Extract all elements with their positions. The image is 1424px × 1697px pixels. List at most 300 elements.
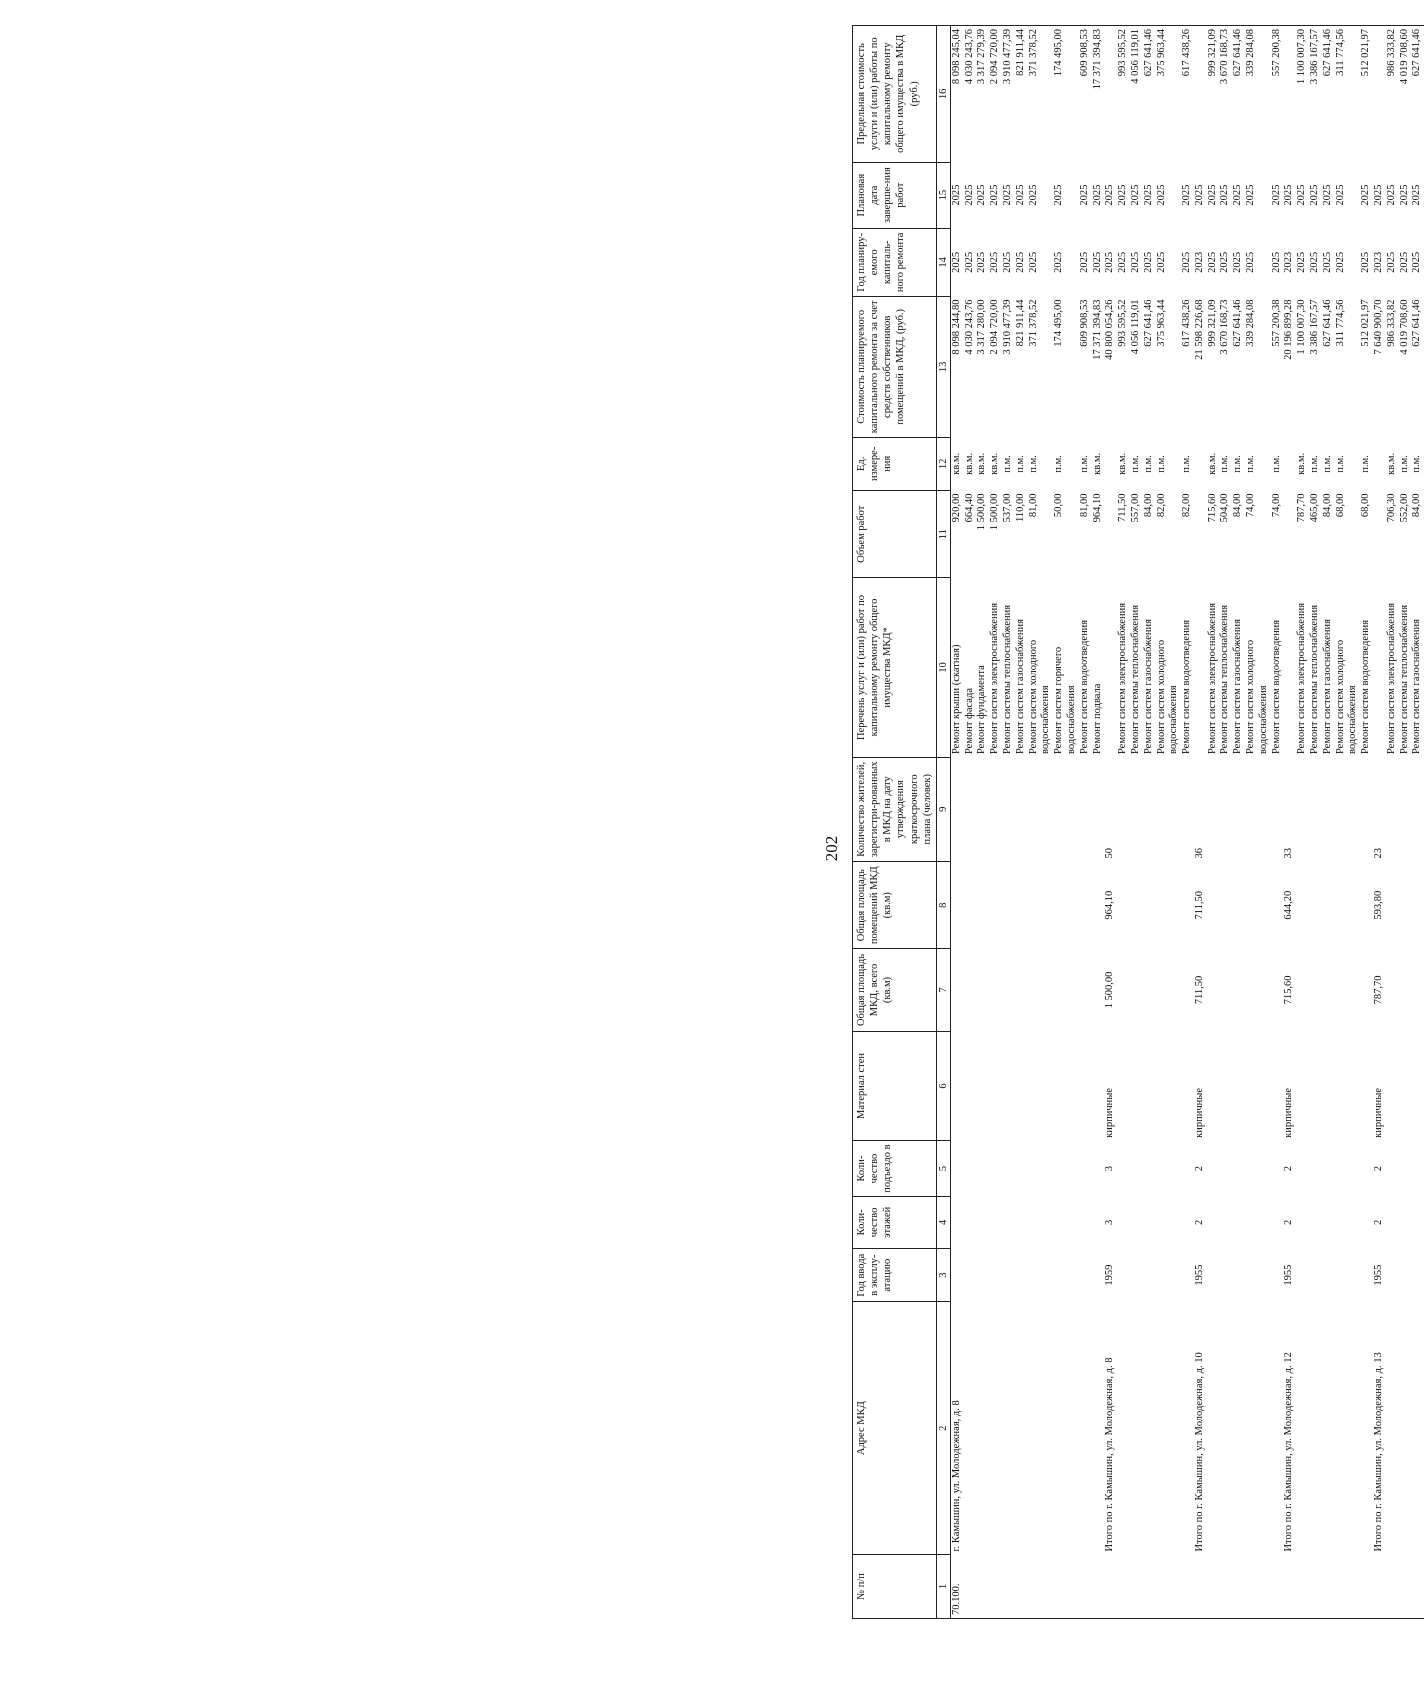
residents-cell bbox=[1335, 757, 1361, 861]
volume-cell: 557,00 bbox=[1129, 493, 1141, 523]
wall-material-cell bbox=[1207, 1031, 1220, 1141]
row-number bbox=[1207, 1555, 1220, 1619]
year-built-cell bbox=[1181, 1249, 1194, 1302]
column-number: 2 bbox=[936, 1302, 950, 1555]
volume-cell: 84,00 bbox=[1142, 493, 1154, 518]
work-type-cell: Ремонт систем электроснабжения bbox=[989, 602, 1001, 755]
rooms-area-cell bbox=[1386, 862, 1399, 949]
wall-material-cell bbox=[989, 1031, 1002, 1141]
total-area-cell bbox=[1322, 949, 1335, 1031]
work-type-cell: Ремонт систем газоснабжения bbox=[1142, 619, 1154, 755]
total-area-cell bbox=[1207, 949, 1220, 1031]
completion-date-cell: 2025 bbox=[1053, 184, 1065, 206]
work-type-cell bbox=[1104, 578, 1117, 757]
year-built-cell: 1955 bbox=[1373, 1264, 1385, 1286]
table-row bbox=[1143, 26, 1156, 1619]
table-row bbox=[1156, 26, 1182, 1619]
year-built-cell bbox=[1399, 1249, 1412, 1302]
completion-date-cell: 2025 bbox=[1219, 184, 1231, 206]
unit-cell: кв.м. bbox=[976, 452, 988, 475]
row-number bbox=[1181, 1555, 1194, 1619]
address-cell bbox=[1309, 1302, 1322, 1555]
limit-cost-cell: 512 021,97 bbox=[1360, 26, 1373, 163]
total-area-cell bbox=[1053, 949, 1079, 1031]
wall-material-cell bbox=[964, 1031, 977, 1141]
floors-cell: 3 bbox=[1104, 1219, 1116, 1226]
completion-date-cell: 2025 bbox=[963, 184, 975, 206]
completion-date-cell: 2025 bbox=[1245, 184, 1257, 206]
volume-cell: 711,50 bbox=[1117, 493, 1129, 522]
floors-cell bbox=[1002, 1196, 1015, 1248]
year-built-cell bbox=[964, 1249, 977, 1302]
limit-cost-cell: 4 019 708,60 bbox=[1399, 26, 1412, 163]
address-cell bbox=[1322, 1302, 1335, 1555]
header-cell: Общая площадь помещений МКД (кв.м) bbox=[853, 862, 937, 949]
address-cell: г. Камышин, ул. Молодежная, д. 8 bbox=[950, 1400, 962, 1552]
unit-cell: кв.м. bbox=[989, 452, 1001, 475]
completion-date-cell: 2025 bbox=[976, 184, 988, 206]
row-number bbox=[1002, 1555, 1015, 1619]
row-number: 70.100. bbox=[950, 1555, 963, 1619]
wall-material-cell bbox=[1219, 1031, 1232, 1141]
rooms-area-cell bbox=[1015, 862, 1028, 949]
repair-year-cell: 2025 bbox=[1398, 251, 1410, 273]
unit-cell bbox=[1104, 437, 1117, 490]
residents-cell bbox=[1322, 757, 1335, 861]
cost-cell: 557 200,38 bbox=[1270, 299, 1282, 347]
entrances-cell bbox=[1028, 1141, 1054, 1196]
rooms-area-cell bbox=[1245, 862, 1271, 949]
floors-cell bbox=[1053, 1196, 1079, 1248]
column-number: 5 bbox=[936, 1141, 950, 1196]
work-type-cell: Ремонт систем электроснабжения bbox=[1117, 602, 1129, 755]
completion-date-cell: 2025 bbox=[1142, 184, 1154, 206]
work-type-cell: Ремонт систем газоснабжения bbox=[1014, 619, 1026, 755]
year-built-cell bbox=[976, 1249, 989, 1302]
floors-cell bbox=[950, 1196, 963, 1248]
header-cell: Материал стен bbox=[853, 1031, 937, 1141]
entrances-cell bbox=[1219, 1141, 1232, 1196]
limit-cost-cell: 821 911,44 bbox=[1015, 26, 1028, 163]
table-row bbox=[1015, 26, 1028, 1619]
unit-cell: п.м. bbox=[1411, 455, 1423, 473]
entrances-cell bbox=[1399, 1141, 1412, 1196]
entrances-cell bbox=[964, 1141, 977, 1196]
repair-year-cell: 2025 bbox=[1206, 251, 1218, 273]
row-number bbox=[1092, 1555, 1105, 1619]
repair-year-cell: 2025 bbox=[1270, 251, 1282, 273]
total-area-cell bbox=[1117, 949, 1130, 1031]
wall-material-cell bbox=[1232, 1031, 1245, 1141]
work-type-cell: Ремонт систем горячего водоснабжения bbox=[1053, 646, 1077, 755]
year-built-cell bbox=[1335, 1249, 1361, 1302]
unit-cell: п.м. bbox=[1360, 455, 1372, 473]
completion-date-cell: 2025 bbox=[1270, 184, 1282, 206]
wall-material-cell bbox=[1245, 1031, 1271, 1141]
residents-cell bbox=[1156, 757, 1182, 861]
total-area-cell bbox=[1335, 949, 1361, 1031]
volume-cell: 664,40 bbox=[963, 493, 975, 523]
entrances-cell bbox=[1181, 1141, 1194, 1196]
completion-date-cell: 2025 bbox=[1104, 184, 1116, 206]
unit-cell: кв.м. bbox=[1296, 452, 1308, 475]
total-area-cell bbox=[1015, 949, 1028, 1031]
total-area-cell bbox=[1386, 949, 1399, 1031]
unit-cell: п.м. bbox=[1129, 455, 1141, 473]
wall-material-cell bbox=[1092, 1031, 1105, 1141]
repair-year-cell: 2025 bbox=[1117, 251, 1129, 273]
unit-cell: п.м. bbox=[1078, 455, 1090, 473]
residents-cell bbox=[1015, 757, 1028, 861]
address-cell: Итого по г. Камышин, ул. Молодежная, д. 8 bbox=[1104, 1357, 1116, 1552]
work-type-cell: Ремонт систем газоснабжения bbox=[1411, 619, 1423, 755]
entrances-cell bbox=[1335, 1141, 1361, 1196]
unit-cell: кв.м. bbox=[1385, 452, 1397, 475]
work-type-cell: Ремонт крыши (скатная) bbox=[950, 644, 962, 755]
completion-date-cell: 2025 bbox=[1411, 184, 1423, 206]
rooms-area-cell bbox=[1130, 862, 1143, 949]
unit-cell: п.м. bbox=[1334, 455, 1346, 473]
unit-cell: п.м. bbox=[1245, 455, 1257, 473]
year-built-cell: 1955 bbox=[1283, 1264, 1295, 1286]
limit-cost-cell: 8 098 245,04 bbox=[950, 26, 963, 163]
total-area-cell bbox=[1399, 949, 1412, 1031]
row-number bbox=[1015, 1555, 1028, 1619]
wall-material-cell bbox=[1322, 1031, 1335, 1141]
volume-cell: 715,60 bbox=[1206, 493, 1218, 523]
rooms-area-cell bbox=[1232, 862, 1245, 949]
address-cell: Итого по г. Камышин, ул. Молодежная, д. 12 bbox=[1283, 1352, 1295, 1552]
wall-material-cell bbox=[1360, 1031, 1373, 1141]
entrances-cell bbox=[1053, 1141, 1079, 1196]
work-type-cell: Ремонт систем холодного водоснабжения bbox=[1155, 639, 1180, 755]
header-cell: Стоимость планируемого капитального ремонта за счет средств собственников помещений в МКД, (руб.) bbox=[853, 296, 937, 437]
floors-cell bbox=[989, 1196, 1002, 1248]
wall-material-cell: кирпичные bbox=[1283, 1088, 1295, 1138]
volume-cell: 787,70 bbox=[1296, 493, 1308, 523]
header-cell: Год планиру-емого капиталь-ного ремонта bbox=[853, 228, 937, 296]
unit-cell: п.м. bbox=[1270, 455, 1282, 473]
residents-cell bbox=[1028, 757, 1054, 861]
table-row bbox=[1002, 26, 1015, 1619]
unit-cell: п.м. bbox=[1155, 455, 1167, 473]
cost-cell: 627 641,46 bbox=[1142, 299, 1154, 347]
limit-cost-cell: 3 910 477,39 bbox=[1002, 26, 1015, 163]
cost-cell: 627 641,46 bbox=[1411, 299, 1423, 347]
year-built-cell bbox=[1219, 1249, 1232, 1302]
row-number bbox=[1194, 1555, 1207, 1619]
completion-date-cell: 2025 bbox=[1117, 184, 1129, 206]
table-row bbox=[1411, 26, 1424, 1619]
total-row bbox=[1373, 26, 1386, 1619]
address-cell bbox=[1219, 1302, 1232, 1555]
table-row bbox=[1245, 26, 1271, 1619]
volume-cell: 1 500,00 bbox=[976, 493, 988, 531]
floors-cell bbox=[1156, 1196, 1182, 1248]
cost-cell: 3 386 167,57 bbox=[1309, 299, 1321, 355]
entrances-cell bbox=[1130, 1141, 1143, 1196]
floors-cell bbox=[1271, 1196, 1284, 1248]
total-area-cell bbox=[1079, 949, 1092, 1031]
completion-date-cell: 2025 bbox=[1091, 184, 1103, 206]
repair-year-cell: 2025 bbox=[1155, 251, 1167, 273]
work-type-cell: Ремонт фасада bbox=[963, 688, 975, 755]
volume-cell: 1 500,00 bbox=[989, 493, 1001, 531]
volume-cell bbox=[1194, 490, 1207, 577]
total-area-cell bbox=[1028, 949, 1054, 1031]
repair-year-cell: 2025 bbox=[1001, 251, 1013, 273]
rooms-area-cell bbox=[1360, 862, 1373, 949]
volume-cell: 84,00 bbox=[1232, 493, 1244, 518]
floors-cell bbox=[1335, 1196, 1361, 1248]
residents-cell bbox=[1181, 757, 1194, 861]
row-number bbox=[1156, 1555, 1182, 1619]
repair-year-cell: 2025 bbox=[1181, 251, 1193, 273]
entrances-cell bbox=[1411, 1141, 1424, 1196]
limit-cost-cell: 986 333,82 bbox=[1386, 26, 1399, 163]
limit-cost-cell: 627 641,46 bbox=[1411, 26, 1424, 163]
year-built-cell bbox=[1309, 1249, 1322, 1302]
column-number: 4 bbox=[936, 1196, 950, 1248]
volume-cell: 68,00 bbox=[1334, 493, 1346, 518]
repair-year-cell: 2025 bbox=[1219, 251, 1231, 273]
header-cell: Ед. измере-ния bbox=[853, 437, 937, 490]
repair-year-cell: 2025 bbox=[1321, 251, 1333, 273]
residents-cell bbox=[1271, 757, 1284, 861]
residents-cell bbox=[964, 757, 977, 861]
repair-year-cell: 2025 bbox=[1104, 251, 1116, 273]
total-area-cell: 787,70 bbox=[1373, 975, 1385, 1005]
total-area-cell bbox=[1271, 949, 1284, 1031]
volume-cell: 504,00 bbox=[1219, 493, 1231, 523]
total-area-cell bbox=[1181, 949, 1194, 1031]
entrances-cell bbox=[1245, 1141, 1271, 1196]
cost-cell: 7 640 900,70 bbox=[1373, 299, 1385, 355]
row-number bbox=[1028, 1555, 1054, 1619]
table-row bbox=[1117, 26, 1130, 1619]
residents-cell bbox=[1232, 757, 1245, 861]
year-built-cell bbox=[1092, 1249, 1105, 1302]
work-type-cell: Ремонт систем электроснабжения bbox=[1206, 602, 1218, 755]
entrances-cell bbox=[1296, 1141, 1309, 1196]
completion-date-cell: 2025 bbox=[1360, 184, 1372, 206]
header-cell: Плановая дата заверше-ния работ bbox=[853, 162, 937, 228]
residents-cell bbox=[1117, 757, 1130, 861]
limit-cost-cell: 4 030 243,76 bbox=[964, 26, 977, 163]
year-built-cell bbox=[1130, 1249, 1143, 1302]
year-built-cell bbox=[1143, 1249, 1156, 1302]
volume-cell: 84,00 bbox=[1411, 493, 1423, 518]
work-type-cell bbox=[1194, 578, 1207, 757]
residents-cell bbox=[1092, 757, 1105, 861]
total-area-cell bbox=[1219, 949, 1232, 1031]
entrances-cell bbox=[1092, 1141, 1105, 1196]
repair-year-cell: 2025 bbox=[1411, 251, 1423, 273]
address-cell bbox=[1015, 1302, 1028, 1555]
floors-cell bbox=[1092, 1196, 1105, 1248]
unit-cell: п.м. bbox=[1181, 455, 1193, 473]
row-number bbox=[1232, 1555, 1245, 1619]
rooms-area-cell: 644,20 bbox=[1283, 890, 1295, 920]
table-row bbox=[1130, 26, 1143, 1619]
work-type-cell: Ремонт систем холодного водоснабжения bbox=[1245, 639, 1269, 755]
address-cell bbox=[1002, 1302, 1015, 1555]
limit-cost-cell: 3 670 168,73 bbox=[1219, 26, 1232, 163]
total-area-cell bbox=[989, 949, 1002, 1031]
work-type-cell: Ремонт систем холодного водоснабжения bbox=[1334, 639, 1359, 755]
rooms-area-cell bbox=[1028, 862, 1054, 949]
column-number: 14 bbox=[936, 228, 950, 296]
column-number-row bbox=[936, 26, 950, 1619]
total-area-cell: 711,50 bbox=[1193, 975, 1205, 1005]
cost-cell: 20 196 899,28 bbox=[1283, 299, 1295, 360]
rooms-area-cell bbox=[989, 862, 1002, 949]
rooms-area-cell bbox=[1079, 862, 1092, 949]
entrances-cell bbox=[1156, 1141, 1182, 1196]
year-built-cell bbox=[1015, 1249, 1028, 1302]
table-row bbox=[1360, 26, 1373, 1619]
total-area-cell bbox=[1092, 949, 1105, 1031]
year-built-cell bbox=[989, 1249, 1002, 1302]
volume-cell: 81,00 bbox=[1027, 493, 1039, 518]
cost-cell: 512 021,97 bbox=[1360, 299, 1372, 347]
floors-cell bbox=[1028, 1196, 1054, 1248]
repair-year-cell: 2025 bbox=[1296, 251, 1308, 273]
repair-year-cell: 2023 bbox=[1193, 251, 1205, 273]
floors-cell bbox=[1130, 1196, 1143, 1248]
row-number bbox=[1309, 1555, 1322, 1619]
work-type-cell bbox=[1373, 578, 1386, 757]
floors-cell bbox=[1411, 1196, 1424, 1248]
rooms-area-cell bbox=[1335, 862, 1361, 949]
row-number bbox=[1296, 1555, 1309, 1619]
cost-cell: 821 911,44 bbox=[1014, 299, 1026, 347]
row-number bbox=[989, 1555, 1002, 1619]
completion-date-cell: 2025 bbox=[1014, 184, 1026, 206]
floors-cell bbox=[1360, 1196, 1373, 1248]
column-number: 9 bbox=[936, 757, 950, 861]
residents-cell bbox=[1360, 757, 1373, 861]
unit-cell: п.м. bbox=[1053, 455, 1065, 473]
limit-cost-cell bbox=[1373, 26, 1386, 163]
floors-cell bbox=[1117, 1196, 1130, 1248]
header-cell: Общая площадь МКД, всего (кв.м) bbox=[853, 949, 937, 1031]
limit-cost-cell: 627 641,46 bbox=[1143, 26, 1156, 163]
total-area-cell bbox=[1360, 949, 1373, 1031]
year-built-cell bbox=[1271, 1249, 1284, 1302]
floors-cell bbox=[1181, 1196, 1194, 1248]
limit-cost-cell: 617 438,26 bbox=[1181, 26, 1194, 163]
table-row bbox=[1399, 26, 1412, 1619]
volume-cell: 920,00 bbox=[950, 493, 962, 523]
unit-cell: кв.м. bbox=[1117, 452, 1129, 475]
floors-cell: 2 bbox=[1373, 1219, 1385, 1226]
address-cell bbox=[1028, 1302, 1054, 1555]
residents-cell bbox=[1411, 757, 1424, 861]
entrances-cell: 2 bbox=[1283, 1165, 1295, 1172]
residents-cell bbox=[1130, 757, 1143, 861]
unit-cell: п.м. bbox=[1001, 455, 1013, 473]
address-cell bbox=[1399, 1302, 1412, 1555]
address-cell bbox=[1207, 1302, 1220, 1555]
unit-cell: п.м. bbox=[1309, 455, 1321, 473]
repair-year-cell: 2025 bbox=[963, 251, 975, 273]
limit-cost-cell bbox=[1283, 26, 1296, 163]
floors-cell bbox=[1386, 1196, 1399, 1248]
residents-cell bbox=[1053, 757, 1079, 861]
limit-cost-cell: 375 963,44 bbox=[1156, 26, 1182, 163]
volume-cell bbox=[1283, 490, 1296, 577]
repair-year-cell: 2025 bbox=[1142, 251, 1154, 273]
total-area-cell bbox=[1309, 949, 1322, 1031]
address-cell bbox=[1232, 1302, 1245, 1555]
address-cell bbox=[1181, 1302, 1194, 1555]
column-number: 11 bbox=[936, 490, 950, 577]
work-type-cell: Ремонт подвала bbox=[1091, 683, 1103, 755]
entrances-cell bbox=[1117, 1141, 1130, 1196]
volume-cell: 68,00 bbox=[1360, 493, 1372, 518]
year-built-cell bbox=[1079, 1249, 1092, 1302]
header-cell: Адрес МКД bbox=[853, 1302, 937, 1555]
entrances-cell bbox=[1360, 1141, 1373, 1196]
year-built-cell bbox=[1002, 1249, 1015, 1302]
volume-cell: 537,00 bbox=[1001, 493, 1013, 523]
rooms-area-cell bbox=[1181, 862, 1194, 949]
year-built-cell bbox=[1028, 1249, 1054, 1302]
wall-material-cell bbox=[1335, 1031, 1361, 1141]
row-number bbox=[1117, 1555, 1130, 1619]
table-row bbox=[976, 26, 989, 1619]
cost-cell: 617 438,26 bbox=[1181, 299, 1193, 347]
header-cell: Количество жителей, зарегистри-рованных в МКД на дату утверждения краткосрочного плана (человек) bbox=[853, 757, 937, 861]
address-cell: Итого по г. Камышин, ул. Молодежная, д. 10 bbox=[1193, 1352, 1205, 1552]
unit-cell bbox=[1373, 437, 1386, 490]
table-row bbox=[1322, 26, 1335, 1619]
volume-cell: 465,00 bbox=[1309, 493, 1321, 523]
volume-cell: 110,00 bbox=[1014, 493, 1026, 522]
year-built-cell bbox=[1386, 1249, 1399, 1302]
repair-year-cell: 2023 bbox=[1283, 251, 1295, 273]
rooms-area-cell bbox=[1156, 862, 1182, 949]
volume-cell: 82,00 bbox=[1155, 493, 1167, 518]
cost-cell: 17 371 394,83 bbox=[1091, 299, 1103, 360]
total-area-cell bbox=[976, 949, 989, 1031]
completion-date-cell: 2025 bbox=[1181, 184, 1193, 206]
year-built-cell bbox=[1411, 1249, 1424, 1302]
wall-material-cell: кирпичные bbox=[1104, 1088, 1116, 1138]
column-number: 6 bbox=[936, 1031, 950, 1141]
row-number bbox=[964, 1555, 977, 1619]
cost-cell: 1 100 007,30 bbox=[1296, 299, 1308, 355]
work-type-cell: Ремонт систем водоотведения bbox=[1360, 619, 1372, 755]
unit-cell: п.м. bbox=[1142, 455, 1154, 473]
table-body bbox=[950, 26, 1424, 1619]
wall-material-cell bbox=[1386, 1031, 1399, 1141]
total-area-cell: 715,60 bbox=[1283, 975, 1295, 1005]
cost-cell: 3 910 477,39 bbox=[1001, 299, 1013, 355]
entrances-cell bbox=[1386, 1141, 1399, 1196]
unit-cell: п.м. bbox=[1014, 455, 1026, 473]
floors-cell bbox=[1219, 1196, 1232, 1248]
cost-cell: 4 030 243,76 bbox=[963, 299, 975, 355]
total-area-cell bbox=[1232, 949, 1245, 1031]
residents-cell: 23 bbox=[1373, 848, 1385, 859]
table-row bbox=[1309, 26, 1322, 1619]
repair-year-cell: 2025 bbox=[1129, 251, 1141, 273]
address-cell bbox=[1156, 1302, 1182, 1555]
column-number: 16 bbox=[936, 26, 950, 163]
completion-date-cell: 2025 bbox=[1334, 184, 1346, 206]
